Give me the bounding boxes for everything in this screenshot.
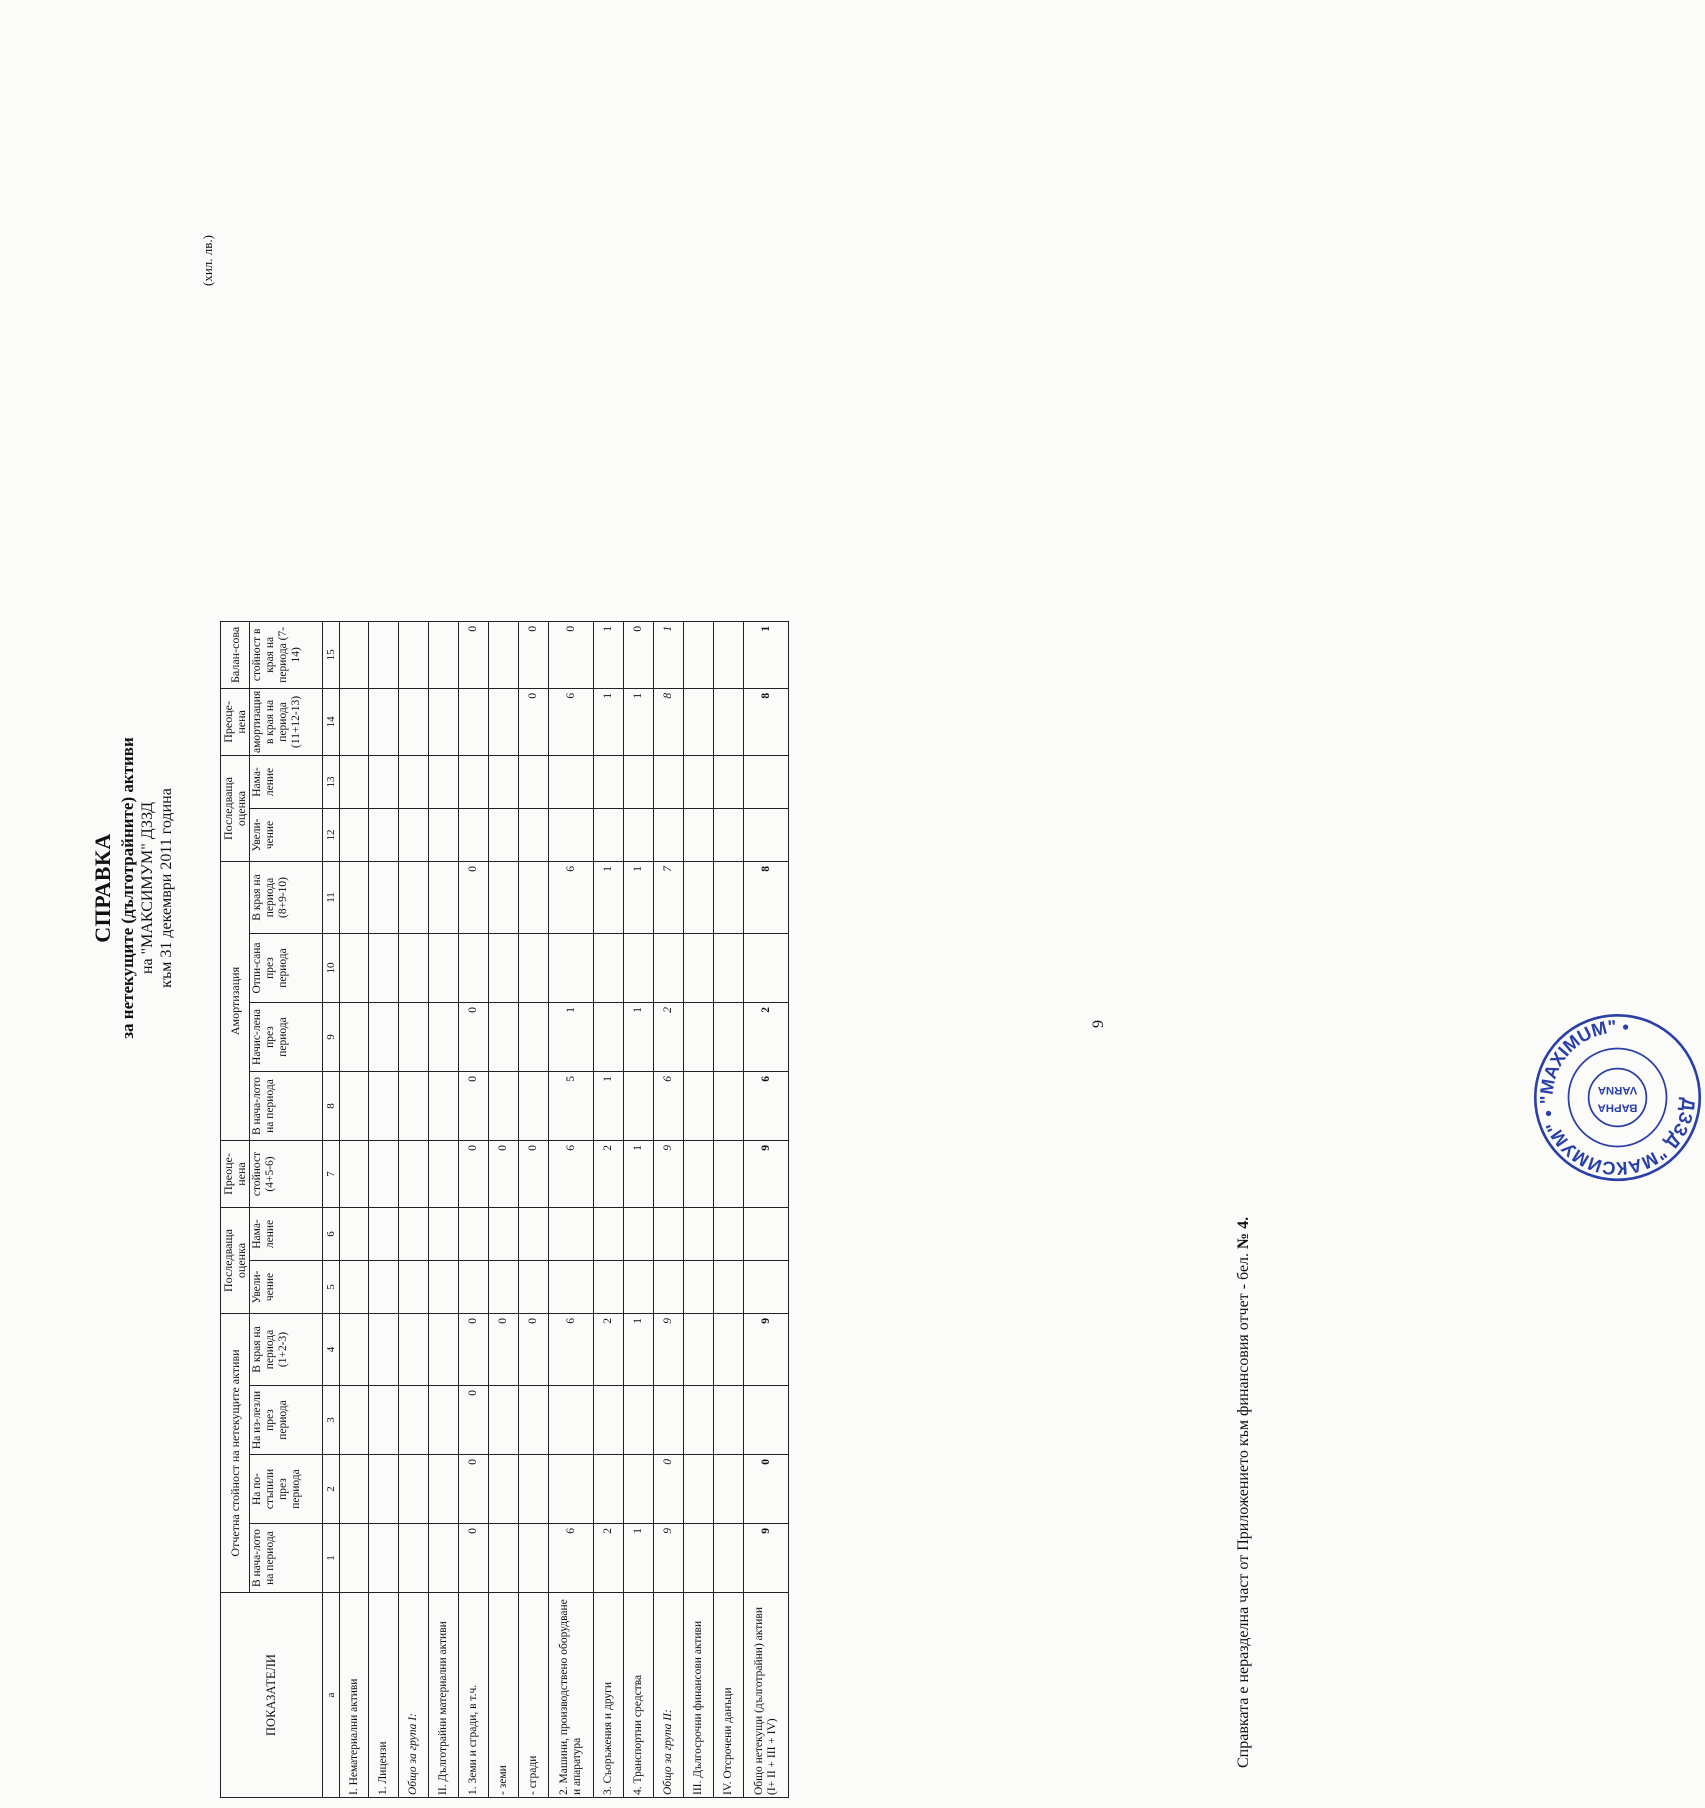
- table-cell: 0: [519, 621, 549, 688]
- table-cell: [519, 1524, 549, 1593]
- table-cell: 2: [594, 1524, 624, 1593]
- table-cell: [489, 1003, 519, 1072]
- table-cell: 0: [489, 1141, 519, 1208]
- table-cell: [519, 1455, 549, 1524]
- table-cell: [340, 1314, 369, 1386]
- table-cell: [684, 621, 714, 688]
- column-number: 11: [323, 862, 340, 934]
- revalued-value-group-header: Преоце-нена: [221, 1141, 250, 1208]
- table-row: [714, 621, 744, 1797]
- table-cell: 1: [594, 1072, 624, 1141]
- table-cell: [340, 1208, 369, 1261]
- column-number-row: [323, 621, 340, 1797]
- table-cell: [714, 809, 744, 862]
- table-cell: [714, 688, 744, 755]
- table-cell: [429, 1003, 459, 1072]
- table-cell: 9: [654, 1524, 684, 1593]
- table-cell: [399, 621, 429, 688]
- table-cell: [399, 862, 429, 934]
- column-subheader: В края на периода (8+9-10): [250, 862, 323, 934]
- table-cell: [429, 1141, 459, 1208]
- company-stamp: [1530, 1010, 1705, 1185]
- table-cell: 1: [624, 1314, 654, 1386]
- table-cell: [519, 1386, 549, 1455]
- table-cell: 6: [654, 1072, 684, 1141]
- table-cell: [459, 1261, 489, 1314]
- table-cell: [714, 1455, 744, 1524]
- table-cell: [684, 809, 714, 862]
- table-cell: [399, 1455, 429, 1524]
- row-label: Общо за група I:: [399, 1593, 429, 1798]
- column-subheader: Начис-лена през периода: [250, 1003, 323, 1072]
- row-label: I. Нематериални активи: [340, 1593, 369, 1798]
- table-cell: [744, 1386, 789, 1455]
- table-cell: [519, 756, 549, 809]
- table-cell: 0: [459, 862, 489, 934]
- table-cell: [624, 1455, 654, 1524]
- table-cell: [399, 1314, 429, 1386]
- column-number: 4: [323, 1314, 340, 1386]
- table-row: [369, 621, 399, 1797]
- column-subheader: Увели-чение: [250, 809, 323, 862]
- row-label: 4. Транспортни средства: [624, 1593, 654, 1798]
- table-cell: [594, 1208, 624, 1261]
- table-cell: [519, 1208, 549, 1261]
- table-cell: [594, 1003, 624, 1072]
- table-cell: 0: [744, 1455, 789, 1524]
- table-row: [399, 621, 429, 1797]
- table-cell: [684, 934, 714, 1003]
- table-cell: [594, 934, 624, 1003]
- table-cell: [399, 756, 429, 809]
- table-cell: [399, 1386, 429, 1455]
- table-cell: [684, 1261, 714, 1314]
- table-row: [594, 621, 624, 1797]
- revalued-depreciation-group-header: Преоце-нена: [221, 688, 250, 755]
- document-header: [90, 138, 176, 1638]
- column-number: 14: [323, 688, 340, 755]
- table-cell: [519, 934, 549, 1003]
- table-cell: [369, 934, 399, 1003]
- table-cell: [369, 1314, 399, 1386]
- table-cell: [340, 1072, 369, 1141]
- table-cell: [714, 862, 744, 934]
- table-cell: [519, 809, 549, 862]
- table-cell: [714, 1524, 744, 1593]
- table-cell: [489, 1524, 519, 1593]
- table-cell: [489, 1208, 519, 1261]
- table-cell: [369, 1208, 399, 1261]
- table-cell: 6: [549, 1314, 594, 1386]
- table-row: [489, 621, 519, 1797]
- table-cell: [459, 934, 489, 1003]
- table-cell: 1: [624, 688, 654, 755]
- table-cell: [340, 756, 369, 809]
- column-subheader: На из-лезли през периода: [250, 1386, 323, 1455]
- table-cell: [369, 862, 399, 934]
- table-cell: [594, 1455, 624, 1524]
- table-cell: [744, 1208, 789, 1261]
- table-cell: [624, 934, 654, 1003]
- column-number: 3: [323, 1386, 340, 1455]
- table-cell: [684, 1386, 714, 1455]
- table-cell: [399, 1141, 429, 1208]
- indicators-header: ПОКАЗАТЕЛИ: [221, 1593, 323, 1798]
- table-cell: [684, 1208, 714, 1261]
- table-cell: 0: [654, 1455, 684, 1524]
- table-cell: [369, 1386, 399, 1455]
- table-cell: [369, 1072, 399, 1141]
- table-cell: [549, 1261, 594, 1314]
- table-cell: [369, 1261, 399, 1314]
- table-cell: [429, 688, 459, 755]
- table-cell: [684, 1003, 714, 1072]
- table-cell: 6: [549, 862, 594, 934]
- table-cell: [429, 1072, 459, 1141]
- column-number: 6: [323, 1208, 340, 1261]
- column-subheader: На по-стъпили през периода: [250, 1455, 323, 1524]
- column-subheader: Нама-ление: [250, 1208, 323, 1261]
- table-cell: [399, 934, 429, 1003]
- table-cell: 0: [519, 1314, 549, 1386]
- table-cell: 0: [489, 1314, 519, 1386]
- table-cell: 8: [744, 862, 789, 934]
- table-cell: 1: [744, 621, 789, 688]
- table-cell: [429, 1208, 459, 1261]
- table-cell: 1: [549, 1003, 594, 1072]
- table-cell: [399, 809, 429, 862]
- column-number: а: [323, 1593, 340, 1798]
- balance-value-group-header: Балан-сова: [221, 621, 250, 688]
- table-cell: [744, 756, 789, 809]
- row-label: Общо нетекущи (дълготрайни) активи (I+ II + III + IV): [744, 1593, 789, 1798]
- table-cell: [654, 1261, 684, 1314]
- column-number: 5: [323, 1261, 340, 1314]
- table-cell: [369, 1524, 399, 1593]
- svg-text:ДЗЗД "МАКСИМУМ" • "MAXIMUM" •: ДЗЗД "МАКСИМУМ" • "MAXIMUM" •: [1535, 1015, 1700, 1180]
- table-cell: 6: [549, 688, 594, 755]
- row-label: 1. Земи и сгради, в т.ч.: [459, 1593, 489, 1798]
- row-label: - сгради: [519, 1593, 549, 1798]
- column-subheader: Отпи-сана през периода: [250, 934, 323, 1003]
- revaluation-group-header: Последваща оценка: [221, 1208, 250, 1314]
- table-cell: [654, 756, 684, 809]
- table-cell: [429, 756, 459, 809]
- table-cell: 0: [459, 1141, 489, 1208]
- column-subheader: амортизация в края на периода (11+12-13): [250, 688, 323, 755]
- row-label: Общо за група II:: [654, 1593, 684, 1798]
- table-cell: [369, 1455, 399, 1524]
- table-cell: [519, 1261, 549, 1314]
- table-cell: 1: [654, 621, 684, 688]
- table-cell: 1: [594, 621, 624, 688]
- table-cell: 1: [594, 688, 624, 755]
- table-cell: [489, 934, 519, 1003]
- table-row: [340, 621, 369, 1797]
- table-cell: [489, 621, 519, 688]
- table-cell: [340, 1386, 369, 1455]
- table-cell: [594, 1386, 624, 1455]
- table-cell: [429, 1524, 459, 1593]
- table-cell: 0: [459, 1003, 489, 1072]
- table-cell: 1: [624, 1003, 654, 1072]
- unit-label: (хил. лв.): [200, 235, 215, 286]
- table-cell: [340, 1261, 369, 1314]
- depreciation-revaluation-group-header: Последваща оценка: [221, 756, 250, 862]
- table-cell: [684, 688, 714, 755]
- table-cell: [399, 1524, 429, 1593]
- table-cell: [340, 1524, 369, 1593]
- table-cell: 5: [549, 1072, 594, 1141]
- table-cell: [654, 934, 684, 1003]
- table-cell: [744, 1261, 789, 1314]
- table-cell: [489, 809, 519, 862]
- table-cell: [624, 1386, 654, 1455]
- table-cell: [594, 1261, 624, 1314]
- table-cell: 9: [744, 1314, 789, 1386]
- column-number: 13: [323, 756, 340, 809]
- table-cell: [369, 756, 399, 809]
- column-subheader: стойност (4+5-6): [250, 1141, 323, 1208]
- table-cell: [684, 1314, 714, 1386]
- table-cell: 0: [519, 688, 549, 755]
- table-cell: 0: [624, 621, 654, 688]
- table-cell: 2: [594, 1314, 624, 1386]
- table-cell: [459, 756, 489, 809]
- table-cell: [369, 1141, 399, 1208]
- table-cell: 9: [744, 1524, 789, 1593]
- row-label: 3. Съоръжения и други: [594, 1593, 624, 1798]
- table-cell: 0: [459, 1072, 489, 1141]
- table-cell: [714, 934, 744, 1003]
- table-row: [459, 621, 489, 1797]
- table-cell: [459, 688, 489, 755]
- row-label: - земи: [489, 1593, 519, 1798]
- table-cell: 6: [744, 1072, 789, 1141]
- table-cell: [429, 621, 459, 688]
- table-cell: [714, 756, 744, 809]
- table-cell: [489, 1072, 519, 1141]
- row-label: 1. Лицензи: [369, 1593, 399, 1798]
- column-number: 9: [323, 1003, 340, 1072]
- table-cell: [684, 1141, 714, 1208]
- table-cell: [594, 809, 624, 862]
- table-cell: [429, 1455, 459, 1524]
- svg-text:VARNA: VARNA: [1597, 1084, 1638, 1096]
- table-cell: [519, 862, 549, 934]
- document-subtitle: за нетекущите (дълготрайните) активи: [118, 737, 137, 1039]
- table-cell: [489, 1455, 519, 1524]
- table-cell: 0: [459, 621, 489, 688]
- table-cell: [340, 688, 369, 755]
- table-cell: 0: [459, 1386, 489, 1455]
- table-cell: 2: [594, 1141, 624, 1208]
- table-cell: [714, 1003, 744, 1072]
- table-cell: [744, 809, 789, 862]
- table-cell: [714, 1261, 744, 1314]
- table-cell: [459, 1208, 489, 1261]
- table-cell: [714, 1141, 744, 1208]
- column-number: 8: [323, 1072, 340, 1141]
- table-cell: 9: [654, 1314, 684, 1386]
- table-cell: [369, 688, 399, 755]
- table-cell: [714, 1072, 744, 1141]
- table-cell: [340, 862, 369, 934]
- table-cell: [714, 621, 744, 688]
- table-cell: [714, 1386, 744, 1455]
- table-row: [519, 621, 549, 1797]
- row-label: II. Дълготрайни материални активи: [429, 1593, 459, 1798]
- table-cell: [399, 1072, 429, 1141]
- table-cell: [429, 1261, 459, 1314]
- table-cell: [684, 862, 714, 934]
- table-cell: [489, 1261, 519, 1314]
- table-cell: [624, 1261, 654, 1314]
- table-cell: [459, 809, 489, 862]
- table-cell: 1: [594, 862, 624, 934]
- table-row: [684, 621, 714, 1797]
- table-cell: [549, 934, 594, 1003]
- page-number: 9: [1090, 1020, 1107, 1028]
- table-cell: [429, 934, 459, 1003]
- table-cell: 8: [744, 688, 789, 755]
- svg-text:ВАРНА: ВАРНА: [1597, 1101, 1638, 1114]
- table-cell: 0: [459, 1524, 489, 1593]
- table-cell: [714, 1314, 744, 1386]
- table-cell: [549, 756, 594, 809]
- table-cell: [654, 1208, 684, 1261]
- column-subheader: Увели-чение: [250, 1261, 323, 1314]
- company-name: на "МАКСИМУМ" ДЗЗД: [139, 801, 156, 975]
- footer-note: [1235, 1217, 1253, 1768]
- table-cell: 6: [549, 1141, 594, 1208]
- column-number: 12: [323, 809, 340, 862]
- depreciation-group-header: Амортизация: [221, 862, 250, 1141]
- table-cell: 0: [459, 1314, 489, 1386]
- table-cell: 1: [624, 1524, 654, 1593]
- table-cell: [744, 934, 789, 1003]
- table-cell: [549, 1386, 594, 1455]
- table-cell: [340, 934, 369, 1003]
- table-cell: [340, 1141, 369, 1208]
- table-cell: [549, 1208, 594, 1261]
- table-cell: [399, 1261, 429, 1314]
- table-cell: [519, 1003, 549, 1072]
- table-cell: [684, 1455, 714, 1524]
- column-number: 1: [323, 1524, 340, 1593]
- table-cell: [369, 1003, 399, 1072]
- table-cell: [429, 1314, 459, 1386]
- table-cell: 0: [459, 1455, 489, 1524]
- table-cell: 1: [624, 1141, 654, 1208]
- table-cell: [489, 756, 519, 809]
- column-subheader: В нача-лото на периода: [250, 1524, 323, 1593]
- table-cell: [624, 756, 654, 809]
- table-cell: [340, 1455, 369, 1524]
- table-cell: [340, 1003, 369, 1072]
- table-cell: [429, 809, 459, 862]
- column-number: 2: [323, 1455, 340, 1524]
- table-cell: [519, 1072, 549, 1141]
- table-cell: 1: [624, 862, 654, 934]
- table-cell: [624, 1208, 654, 1261]
- table-cell: [714, 1208, 744, 1261]
- table-cell: 2: [744, 1003, 789, 1072]
- table-cell: [594, 756, 624, 809]
- table-cell: [489, 1386, 519, 1455]
- table-cell: [684, 1072, 714, 1141]
- table-cell: [369, 809, 399, 862]
- document-title: СПРАВКА: [90, 833, 115, 943]
- table-cell: 2: [654, 1003, 684, 1072]
- table-cell: 0: [549, 621, 594, 688]
- table-row: [549, 621, 594, 1797]
- column-number: 7: [323, 1141, 340, 1208]
- column-number: 10: [323, 934, 340, 1003]
- row-label: 2. Машини, производствено оборудване и апаратура: [549, 1593, 594, 1798]
- non-current-assets-table: [220, 621, 789, 1798]
- table-row: [654, 621, 684, 1797]
- table-cell: 7: [654, 862, 684, 934]
- table-cell: [654, 1386, 684, 1455]
- table-cell: [340, 809, 369, 862]
- column-subheader: В края на периода (1+2-3): [250, 1314, 323, 1386]
- table-cell: 6: [549, 1524, 594, 1593]
- table-cell: [489, 688, 519, 755]
- table-cell: [624, 1072, 654, 1141]
- table-cell: 0: [519, 1141, 549, 1208]
- table-cell: 9: [744, 1141, 789, 1208]
- table-cell: [399, 1003, 429, 1072]
- table-cell: [489, 862, 519, 934]
- table-row: [744, 621, 789, 1797]
- table-cell: [684, 756, 714, 809]
- table-cell: [654, 809, 684, 862]
- footer-note-ref: № 4.: [1235, 1216, 1252, 1249]
- column-subheader: стойност в края на периода (7-14): [250, 621, 323, 688]
- column-number: 15: [323, 621, 340, 688]
- table-cell: [624, 809, 654, 862]
- table-cell: [429, 1386, 459, 1455]
- report-date: към 31 декември 2011 година: [158, 788, 175, 988]
- column-subheader: В нача-лото на периода: [250, 1072, 323, 1141]
- book-value-group-header: Отчетна стойност на нетекущите активи: [221, 1314, 250, 1593]
- table-cell: [399, 1208, 429, 1261]
- column-subheader: Нама-ление: [250, 756, 323, 809]
- table-cell: [429, 862, 459, 934]
- table-cell: [549, 1455, 594, 1524]
- table-cell: [369, 621, 399, 688]
- row-label: IV. Отсрочени данъци: [714, 1593, 744, 1798]
- table-row: [429, 621, 459, 1797]
- table-cell: 8: [654, 688, 684, 755]
- footer-text: Справката е неразделна част от Приложението към финансовия отчет - бел.: [1235, 1248, 1252, 1768]
- table-row: [624, 621, 654, 1797]
- table-cell: [340, 621, 369, 688]
- table-cell: [684, 1524, 714, 1593]
- table-cell: [399, 688, 429, 755]
- table-cell: [549, 809, 594, 862]
- row-label: III. Дългосрочни финансови активи: [684, 1593, 714, 1798]
- table-cell: 9: [654, 1141, 684, 1208]
